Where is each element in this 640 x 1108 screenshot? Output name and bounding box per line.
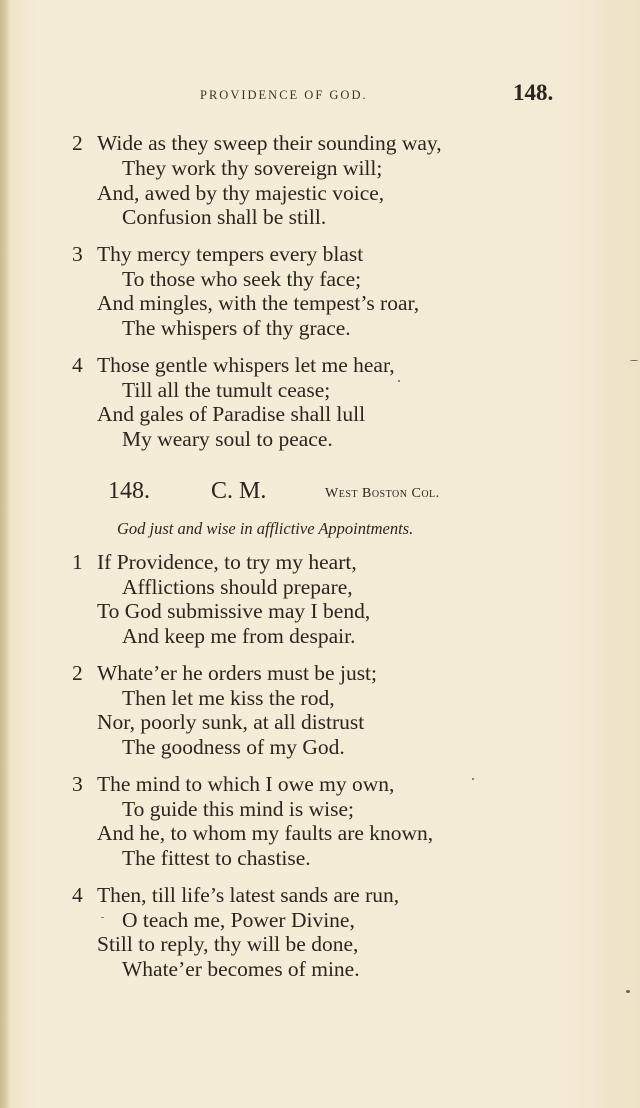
verse-line: Whate’er becomes of mine. xyxy=(122,957,360,981)
verse-line: Still to reply, thy will be done, xyxy=(97,932,359,956)
verse-line: The fittest to chastise. xyxy=(122,846,311,870)
verse-line: And gales of Paradise shall lull xyxy=(97,402,366,426)
paper-speck xyxy=(472,778,474,780)
verse-line: Wide as they sweep their sounding way, xyxy=(97,131,442,155)
verse-line: To guide this mind is wise; xyxy=(122,797,355,821)
hymn-meter: C. M. xyxy=(211,478,267,504)
paper-speck xyxy=(398,380,400,382)
stanza-number: 4 xyxy=(72,883,83,907)
stanza-number: 3 xyxy=(72,242,83,266)
verse-line: The goodness of my God. xyxy=(122,735,345,759)
verse-line: Then, till life’s latest sands are run, xyxy=(97,883,400,907)
hymn-subtitle: God just and wise in afflictive Appointments. xyxy=(117,519,414,538)
verse-line: And, awed by thy majestic voice, xyxy=(97,181,385,205)
paper-speck xyxy=(630,360,638,361)
page-number: 148. xyxy=(513,80,554,105)
verse-line: The mind to which I owe my own, xyxy=(97,772,395,796)
verse-line: And keep me from despair. xyxy=(122,624,356,648)
verse-line: To God submissive may I bend, xyxy=(97,599,371,623)
verse-line: If Providence, to try my heart, xyxy=(97,550,357,574)
verse-line: Thy mercy tempers every blast xyxy=(97,242,364,266)
verse-line: To those who seek thy face; xyxy=(122,267,362,291)
page-binding-edge xyxy=(0,0,10,1108)
verse-line: Nor, poorly sunk, at all distrust xyxy=(97,710,365,734)
paper-speck xyxy=(101,917,104,918)
hymn-number: 148. xyxy=(108,478,150,504)
stanza-number: 2 xyxy=(72,661,83,685)
paper-speck xyxy=(626,990,630,993)
running-title: PROVIDENCE OF GOD. xyxy=(200,88,368,102)
verse-line: They work thy sovereign will; xyxy=(122,156,383,180)
stanza-number: 4 xyxy=(72,353,83,377)
verse-line: My weary soul to peace. xyxy=(122,427,333,451)
stanza-number: 2 xyxy=(72,131,83,155)
verse-line: Afflictions should prepare, xyxy=(122,575,353,599)
verse-line: Confusion shall be still. xyxy=(122,205,327,229)
verse-line: The whispers of thy grace. xyxy=(122,316,351,340)
stanza-number: 3 xyxy=(72,772,83,796)
verse-line: And he, to whom my faults are known, xyxy=(97,821,434,845)
hymn-tune: West Boston Col. xyxy=(325,486,440,501)
verse-line: Till all the tumult cease; xyxy=(122,378,331,402)
verse-line: And mingles, with the tempest’s roar, xyxy=(97,291,420,315)
verse-line: O teach me, Power Divine, xyxy=(122,908,355,932)
verse-line: Whate’er he orders must be just; xyxy=(97,661,378,685)
stanza-number: 1 xyxy=(72,550,83,574)
verse-line: Those gentle whispers let me hear, xyxy=(97,353,395,377)
verse-line: Then let me kiss the rod, xyxy=(122,686,335,710)
